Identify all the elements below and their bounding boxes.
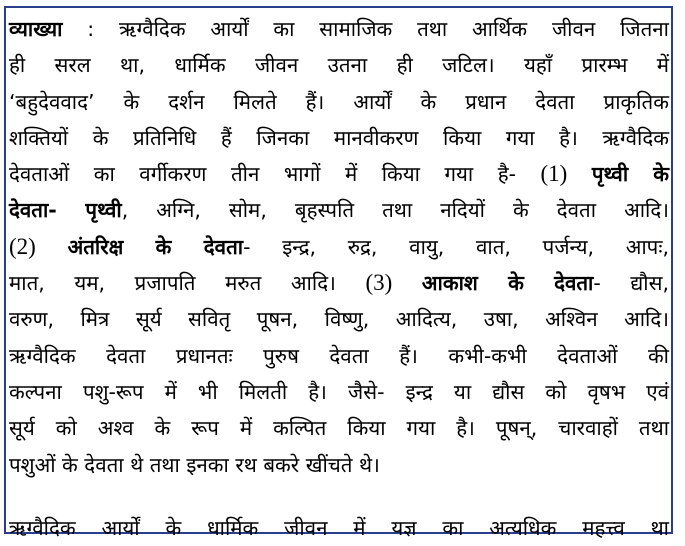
line-text: सूर्य को अश्व के रूप में कल्पित किया गया है। पूषन्, चारवाहों तथा [9,416,669,441]
line-text: देवताओं का वर्गीकरण तीन भागों में किया गया है- [9,162,541,187]
text-line-11 [9,374,669,410]
line-text: , अग्नि, सोम, बृहस्पति तथा नदियों के देवता आदि। [121,198,669,223]
text-line-4 [9,120,669,156]
line-text: कल्पना पशु-रूप में भी मिलती है। जैसे- इन्द्र या द्यौस को वृषभ एवं [9,379,669,404]
text-line-13 [9,447,669,483]
line-text: ऋग्वैदिक देवता प्रधानतः पुरुष देवता हैं। कभी-कभी देवताओं की [9,343,669,368]
text-line-12 [9,410,669,446]
line-text: वरुण, मित्र सूर्य सवितृ पूषन, विष्णु, आदित्य, उषा, अश्विन आदि। [9,307,669,332]
line-text: ही सरल था, धार्मिक जीवन उतना ही जटिल। यहाँ प्रारम्भ में [9,53,669,78]
cropped-line-text: ऋग्वैदिक आर्यों के धार्मिक जीवन में यज्ञ का अत्यधिक महत्त्व था [9,516,669,540]
text-line-7 [9,229,669,265]
cropped-next-line [9,516,669,545]
line-text: ‘बहुदेववाद’ के दर्शन मिलते हैं। आर्यों के प्रधान देवता प्राकृतिक [9,89,669,114]
line-text: मात, यम, प्रजापति मरुत आदि। [9,271,366,296]
explanation-paragraph [9,11,669,483]
space [36,235,68,259]
text-line-5 [9,156,669,192]
line-text: - द्यौस, [593,271,669,296]
category-heading: आकाश के देवता [421,271,594,296]
line-text: शक्तियों के प्रतिनिधि हैं जिनका मानवीकरण किया गया है। ऋग्वैदिक [9,125,669,150]
text-line-6 [9,192,669,228]
space [567,162,592,186]
line-text: : ऋग्वैदिक आर्यों का सामाजिक तथा आर्थिक जीवन जितना [62,17,669,41]
line-text: पशुओं के देवता थे तथा इनका रथ बकरे खींचते थे। [9,452,380,477]
text-line-2 [9,47,669,83]
list-number: (3) [365,270,393,296]
text-line-3 [9,84,669,120]
text-line-1 [9,11,669,47]
line-text: - इन्द्र, रुद्र, वायु, वात, पर्जन्य, आपः, [243,234,669,259]
category-heading: पृथ्वी के [591,162,669,187]
category-heading: अंतरिक्ष के देवता [67,234,244,259]
text-line-9 [9,301,669,337]
text-line-10 [9,338,669,374]
category-heading: देवता- पृथ्वी [9,198,122,223]
list-number: (1) [540,161,568,187]
list-number: (2) [9,233,36,259]
text-line-8 [9,265,669,301]
space [392,271,422,295]
heading-label: व्याख्या [9,17,63,41]
